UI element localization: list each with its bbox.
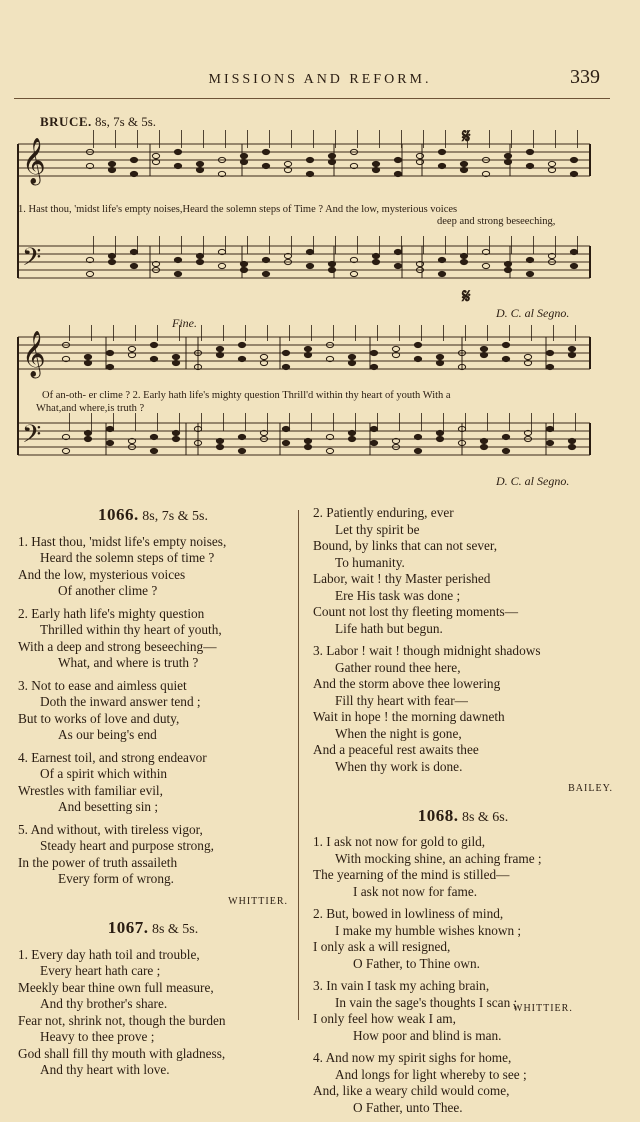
note-head (216, 352, 223, 357)
header-rule (14, 98, 610, 99)
verse-line: 2. Early hath life's mighty question (18, 605, 205, 621)
hymn-number: 1066. (98, 505, 139, 524)
note-head (414, 342, 421, 347)
stanza (313, 834, 613, 900)
note-head (150, 356, 157, 361)
bass-clef-icon: 𝄢 (22, 243, 42, 278)
note-head (480, 346, 487, 351)
note-head (218, 263, 225, 268)
note-head (372, 253, 379, 258)
page-number: 339 (570, 66, 600, 88)
note-head (238, 342, 245, 347)
system-2-lyric-line: Of an-oth- er clime ? 2. Early hath life's mighty question Thrill'd within thy heart of youth With a (42, 390, 451, 401)
verse-line: Fill thy heart with fear— (335, 692, 468, 708)
note-head (240, 159, 247, 164)
stanza (18, 606, 288, 672)
verse-line: When the night is gone, (335, 725, 462, 741)
verse-line: 2. But, bowed in lowliness of mind, (313, 906, 504, 921)
verse-line: I only feel how weak I am, (313, 1011, 456, 1026)
hymn-author: WHITTIER. (228, 895, 288, 907)
note-head (240, 261, 247, 266)
note-head (524, 354, 531, 359)
note-head (306, 171, 313, 176)
treble-clef-icon: 𝄞 (22, 138, 46, 184)
hymn-meter: 8s & 6s. (461, 809, 509, 825)
note-head (526, 163, 533, 168)
verse-line: Wrestles with familiar evil, (18, 782, 163, 798)
note-head (282, 350, 289, 355)
verse-line: And the storm above thee lowering (313, 676, 501, 691)
verse-line: And the low, mysterious voices (18, 566, 186, 582)
hymn-1067-text-part2 (313, 505, 613, 775)
verse-line: Thrilled within thy heart of youth, (40, 622, 222, 637)
note-head (262, 257, 269, 262)
verse-line: 4. Earnest toil, and strong endeavor (18, 749, 207, 765)
note-head (438, 163, 445, 168)
verse-line: Heavy to thee prove ; (40, 1029, 155, 1044)
note-head (504, 159, 511, 164)
stanza (313, 906, 613, 972)
note-head (438, 257, 445, 262)
note-head (350, 271, 357, 276)
note-head (328, 261, 335, 266)
note-head (172, 360, 179, 365)
verse-line: Life hath but begun. (335, 620, 443, 636)
note-head (282, 364, 289, 369)
verse-line: The yearning of the mind is stilled— (313, 867, 510, 882)
verse-line: And thy heart with love. (40, 1062, 170, 1077)
note-head (526, 257, 533, 262)
verse-line: What, and where is truth ? (58, 655, 199, 670)
note-head (108, 161, 115, 166)
note-head (108, 259, 115, 264)
verse-line: Bound, by links that can not sever, (313, 538, 498, 553)
note-head (262, 149, 269, 154)
note-head (416, 153, 423, 158)
note-head (172, 354, 179, 359)
note-head (216, 346, 223, 351)
note-head (460, 167, 467, 172)
note-head (306, 263, 313, 268)
note-head (196, 167, 203, 172)
hymn-number: 1067. (107, 918, 149, 937)
note-head (436, 436, 443, 441)
note-head (172, 430, 179, 435)
note-head (108, 167, 115, 172)
note-head (86, 271, 93, 276)
note-head (394, 263, 401, 268)
verse-line: And, like a weary child would come, (313, 1083, 510, 1098)
stanza (18, 678, 288, 744)
note-head (216, 438, 223, 443)
note-head (482, 263, 489, 268)
note-head (502, 342, 509, 347)
verse-line: When thy work is done. (335, 758, 463, 774)
tune-title (40, 114, 156, 130)
verse-line: And besetting sin ; (58, 799, 159, 814)
note-head (84, 354, 91, 359)
treble-staff (18, 144, 590, 176)
verse-line: 1. Every day hath toil and trouble, (18, 946, 200, 962)
note-head (370, 350, 377, 355)
note-head (196, 253, 203, 258)
note-head (174, 257, 181, 262)
hymn-author: BAILEY. (568, 783, 613, 794)
note-head (392, 346, 399, 351)
note-head (262, 271, 269, 276)
note-head (394, 157, 401, 162)
note-head (216, 444, 223, 449)
note-head (304, 438, 311, 443)
note-head (130, 249, 137, 254)
note-head (460, 161, 467, 166)
note-head (62, 448, 69, 453)
note-head (438, 149, 445, 154)
note-head (460, 259, 467, 264)
verse-line: With mocking shine, an aching frame ; (335, 850, 542, 866)
verse-line: Count not lost thy fleeting moments— (313, 604, 518, 619)
column-divider (298, 510, 299, 1020)
stanza (313, 1050, 613, 1116)
hymn-1068-text (313, 834, 613, 1116)
note-head (546, 426, 553, 431)
note-head (394, 171, 401, 176)
note-head (570, 263, 577, 268)
note-head (414, 434, 421, 439)
right-column (313, 505, 613, 1122)
fine-marking: Fine. (172, 316, 197, 330)
note-head (546, 440, 553, 445)
left-column (18, 505, 288, 1085)
stanza (313, 505, 613, 637)
note-head (414, 448, 421, 453)
verse-line: Fear not, shrink not, though the burden (18, 1012, 226, 1028)
note-head (568, 438, 575, 443)
verse-line: Every heart hath care ; (40, 963, 161, 978)
note-head (504, 261, 511, 266)
note-head (370, 426, 377, 431)
bass-staff (18, 246, 590, 278)
note-head (238, 448, 245, 453)
note-head (260, 354, 267, 359)
system-1-lyric-continuation: deep and strong beseeching, (437, 216, 556, 227)
note-head (480, 438, 487, 443)
note-head (262, 163, 269, 168)
verse-line: Every form of wrong. (58, 871, 174, 886)
stanza (313, 643, 613, 775)
hymn-heading (18, 507, 288, 526)
verse-line: I only ask a will resigned, (313, 939, 451, 954)
note-head (568, 346, 575, 351)
hymn-1067-text-part1 (18, 947, 288, 1079)
note-head (502, 448, 509, 453)
verse-line: In vain the sage's thoughts I scan ; (335, 994, 518, 1010)
verse-line: Let thy spirit be (335, 521, 420, 537)
hymn-heading (18, 920, 288, 939)
note-head (240, 267, 247, 272)
note-head (568, 444, 575, 449)
verse-line: To humanity. (335, 554, 405, 570)
verse-line: And longs for light whereby to see ; (335, 1066, 527, 1082)
note-head (84, 360, 91, 365)
stanza (18, 947, 288, 1079)
note-head (370, 440, 377, 445)
note-head (152, 153, 159, 158)
note-head (546, 350, 553, 355)
verse-line: But to works of love and duty, (18, 710, 180, 726)
running-head: MISSIONS AND REFORM. (208, 72, 432, 87)
tune-meter: 8s, 7s & 5s. (95, 114, 157, 129)
note-head (570, 171, 577, 176)
note-head (480, 352, 487, 357)
verse-line: O Father, unto Thee. (353, 1099, 463, 1115)
note-head (174, 271, 181, 276)
note-head (106, 350, 113, 355)
note-head (370, 364, 377, 369)
note-head (372, 161, 379, 166)
system-2-lyric-continuation: What,and where,is truth ? (36, 403, 145, 414)
verse-line: With a deep and strong beseeching— (18, 638, 217, 654)
note-head (282, 440, 289, 445)
note-head (328, 159, 335, 164)
note-head (150, 448, 157, 453)
note-head (504, 267, 511, 272)
segno-sign-icon: 𝄋 (462, 126, 471, 148)
hymn-meter: 8s, 7s & 5s. (142, 509, 208, 524)
verse-line: 1. I ask not now for gold to gild, (313, 834, 486, 849)
hymn-meter: 8s & 5s. (151, 922, 199, 937)
note-head (238, 434, 245, 439)
note-head (372, 167, 379, 172)
dc-al-segno-2: D. C. al Segno. (496, 474, 570, 488)
verse-line: I make my humble wishes known ; (335, 922, 522, 938)
note-head (348, 354, 355, 359)
bass-clef-icon: 𝄢 (22, 420, 42, 455)
treble-staff (18, 337, 590, 369)
note-head (568, 352, 575, 357)
verse-line: 4. And now my spirit sighs for home, (313, 1050, 512, 1065)
note-head (304, 444, 311, 449)
note-head (438, 271, 445, 276)
verse-line: Wait in hope ! the morning dawneth (313, 709, 505, 724)
verse-line: Of a spirit which within (40, 766, 168, 781)
note-head (130, 171, 137, 176)
hymn-1066-text (18, 534, 288, 888)
note-head (282, 426, 289, 431)
note-head (570, 157, 577, 162)
verse-line: How poor and blind is man. (353, 1027, 502, 1043)
note-head (326, 448, 333, 453)
note-head (196, 259, 203, 264)
note-head (546, 364, 553, 369)
note-head (128, 346, 135, 351)
verse-line: Steady heart and purpose strong, (40, 838, 214, 853)
verse-line: I ask not now for fame. (353, 883, 478, 899)
note-head (108, 253, 115, 258)
note-head (84, 436, 91, 441)
note-head (504, 153, 511, 158)
verse-line: O Father, to Thine own. (353, 955, 481, 971)
verse-line: 5. And without, with tireless vigor, (18, 821, 203, 837)
note-head (436, 360, 443, 365)
verse-line: Gather round thee here, (335, 659, 461, 675)
stanza (18, 822, 288, 888)
hymn-number: 1068. (417, 805, 459, 825)
note-head (526, 149, 533, 154)
segno-sign-icon: 𝄋 (462, 286, 471, 308)
verse-line: 3. In vain I task my aching brain, (313, 978, 490, 993)
verse-line: Of another clime ? (58, 583, 158, 598)
note-head (174, 163, 181, 168)
note-head (306, 249, 313, 254)
note-head (414, 356, 421, 361)
verse-line: Ere His task was done ; (335, 587, 461, 603)
verse-line: As our being's end (58, 727, 157, 742)
note-head (150, 342, 157, 347)
note-head (150, 434, 157, 439)
note-head (372, 259, 379, 264)
verse-line: Labor, wait ! thy Master perished (313, 571, 491, 586)
stanza (18, 750, 288, 816)
note-head (348, 360, 355, 365)
note-head (570, 249, 577, 254)
note-head (548, 161, 555, 166)
stanza (18, 534, 288, 600)
note-head (238, 356, 245, 361)
verse-line: God shall fill thy mouth with gladness, (18, 1045, 226, 1061)
note-head (480, 444, 487, 449)
note-head (174, 149, 181, 154)
note-head (106, 364, 113, 369)
verse-line: And thy brother's share. (40, 996, 168, 1011)
verse-line: 3. Labor ! wait ! though midnight shadows (313, 643, 541, 658)
tune-name: BRUCE. (40, 114, 92, 129)
treble-clef-icon: 𝄞 (22, 331, 46, 377)
verse-line: 2. Patiently enduring, ever (313, 505, 454, 520)
verse-line: 1. Hast thou, 'midst life's empty noises, (18, 533, 227, 549)
hymn-heading (313, 805, 613, 827)
system-1-lyric-line: 1. Hast thou, 'midst life's empty noises,Heard the solemn steps of Time ? And the low, mysterious voices (18, 204, 458, 215)
note-head (172, 436, 179, 441)
note-head (130, 263, 137, 268)
note-head (436, 354, 443, 359)
verse-line: Heard the solemn steps of time ? (40, 550, 215, 565)
verse-line: In the power of truth assaileth (18, 854, 178, 870)
note-head (106, 440, 113, 445)
note-head (460, 253, 467, 258)
note-head (304, 346, 311, 351)
note-head (304, 352, 311, 357)
note-head (196, 161, 203, 166)
verse-line: Doth the inward answer tend ; (40, 694, 201, 709)
note-head (502, 434, 509, 439)
note-head (284, 161, 291, 166)
note-head (306, 157, 313, 162)
note-head (348, 436, 355, 441)
note-head (130, 157, 137, 162)
note-head (502, 356, 509, 361)
verse-line: And a peaceful rest awaits thee (313, 742, 479, 757)
verse-line: 3. Not to ease and aimless quiet (18, 677, 187, 693)
verse-line: Meekly bear thine own full measure, (18, 979, 214, 995)
note-head (348, 430, 355, 435)
dc-al-segno-1: D. C. al Segno. (496, 306, 570, 320)
note-head (526, 271, 533, 276)
note-head (240, 153, 247, 158)
note-head (328, 267, 335, 272)
note-head (394, 249, 401, 254)
note-head (106, 426, 113, 431)
hymn-author: WHITTIER. (513, 1003, 573, 1014)
note-head (436, 430, 443, 435)
note-head (84, 430, 91, 435)
note-head (328, 153, 335, 158)
